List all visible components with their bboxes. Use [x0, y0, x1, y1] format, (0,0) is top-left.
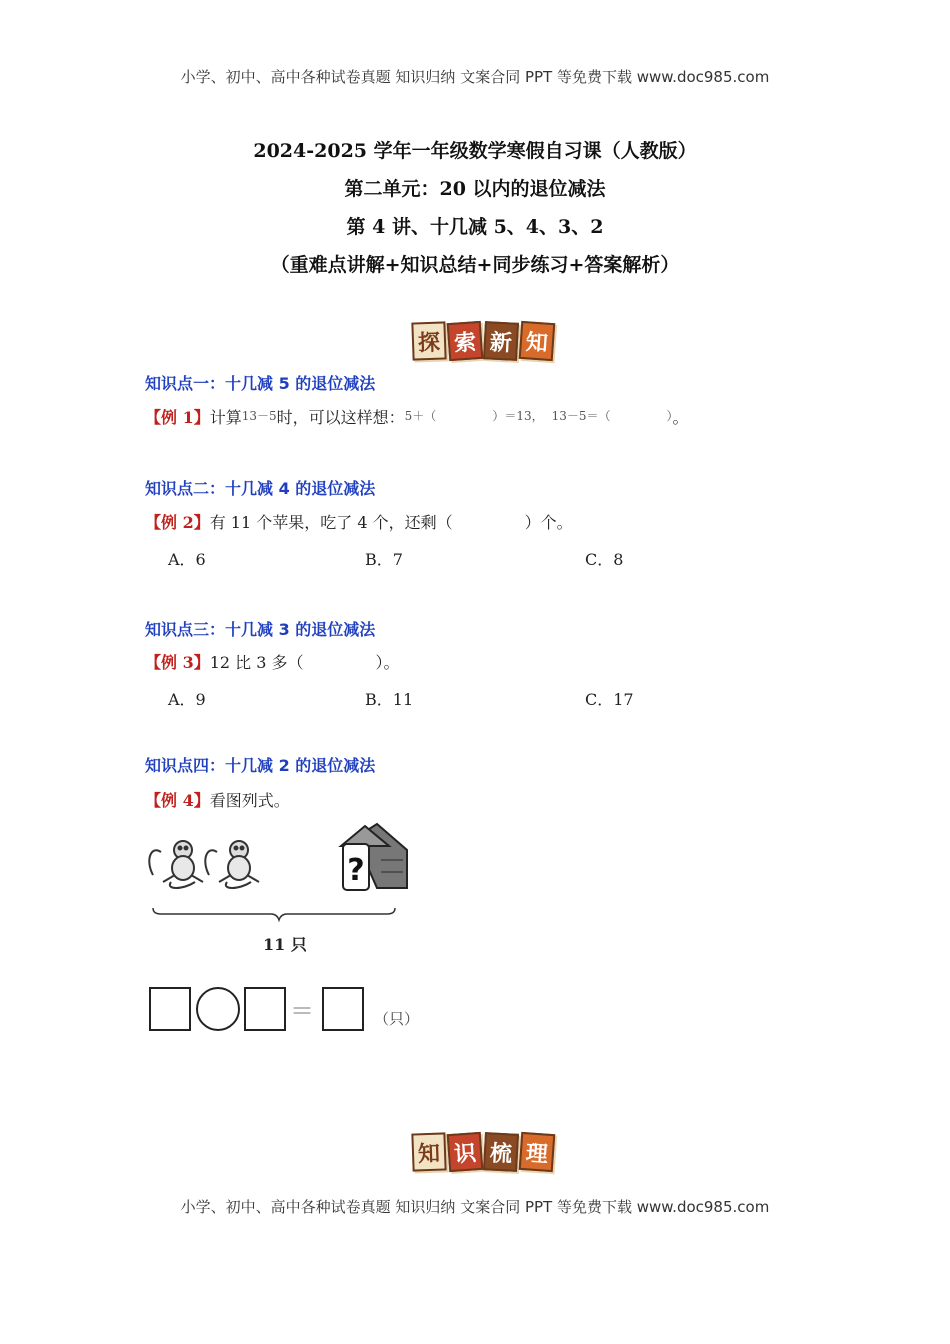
total-label: 11 只 [263, 935, 307, 954]
example-2 [145, 510, 573, 533]
ex1-text-b: 时，可以这样想： [276, 408, 405, 427]
ex2-text-a: 有 11 个苹果，吃了 4 个，还剩（ [209, 513, 453, 532]
example-4 [145, 788, 290, 811]
ex3-text-b: ）。 [375, 653, 400, 672]
option-b[interactable]: B．11 [365, 690, 414, 709]
kp3-heading: 知识点三：十几减 3 的退位减法 [145, 620, 376, 639]
example-3 [145, 650, 400, 673]
monkey-icon [205, 841, 259, 888]
ex1-end: 。 [672, 408, 689, 427]
ex1-paren-open: （ [424, 409, 437, 423]
option-a[interactable]: A．6 [168, 550, 206, 569]
equals-sign: ＝ [290, 997, 314, 1025]
banner-char: 知 [519, 321, 556, 361]
option-c[interactable]: C．8 [585, 550, 624, 569]
ex1-paren-open-2: （ [598, 409, 611, 423]
banner-char: 知 [411, 1132, 446, 1171]
kp1-heading: 知识点一：十几减 5 的退位减法 [145, 374, 376, 393]
banner-char: 梳 [483, 1132, 519, 1172]
ex1-expr4: 13－5＝ [551, 409, 599, 423]
option-c[interactable]: C．17 [585, 690, 634, 709]
example-1 [145, 405, 689, 428]
equation-box-1[interactable] [149, 987, 191, 1031]
title-line-1: 2024-2025 学年一年级数学寒假自习课（人教版） [253, 140, 697, 162]
total-brace [153, 908, 395, 920]
unit-label: （只） [374, 1010, 420, 1028]
banner-char: 索 [447, 321, 484, 361]
banner-char: 识 [447, 1132, 484, 1172]
monkeys-and-house-illustration [145, 820, 415, 925]
equation-box-2[interactable] [244, 987, 286, 1031]
banner-char: 新 [483, 321, 519, 361]
example-tag: 【例 1】 [145, 408, 210, 427]
example-tag: 【例 4】 [145, 791, 210, 810]
title-line-4: （重难点讲解+知识总结+同步练习+答案解析） [270, 254, 680, 276]
kp4-heading: 知识点四：十几减 2 的退位减法 [145, 756, 376, 775]
ex1-expr3: ＝13， [504, 409, 544, 423]
operator-circle[interactable] [196, 987, 240, 1031]
ex4-text: 看图列式。 [209, 791, 290, 810]
ex1-paren-close: ） [492, 409, 505, 423]
kp2-heading: 知识点二：十几减 4 的退位减法 [145, 479, 376, 498]
ex3-text-a: 12 比 3 多（ [209, 653, 304, 672]
ex2-text-b: ）个。 [524, 513, 573, 532]
banner-knowledge-summary [412, 1133, 554, 1171]
ex1-text-a: 计算 [209, 408, 242, 427]
option-a[interactable]: A．9 [168, 690, 206, 709]
ex1-expr2: 5＋ [404, 409, 425, 423]
option-b[interactable]: B．7 [365, 550, 403, 569]
page-footer: 小学、初中、高中各种试卷真题 知识归纳 文案合同 PPT 等免费下载 www.doc985.com [180, 1198, 770, 1216]
page-header: 小学、初中、高中各种试卷真题 知识归纳 文案合同 PPT 等免费下载 www.doc985.com [180, 68, 770, 86]
monkey-icon [149, 841, 203, 888]
banner-char: 探 [411, 321, 446, 360]
ex1-expr1: 13－5 [241, 409, 277, 423]
banner-explore-new-knowledge [412, 322, 554, 360]
example-tag: 【例 2】 [145, 513, 210, 532]
example-tag: 【例 3】 [145, 653, 210, 672]
question-mark-icon: ? [347, 853, 365, 888]
title-line-3: 第 4 讲、十几减 5、4、3、2 [346, 216, 604, 238]
title-line-2: 第二单元：20 以内的退位减法 [344, 178, 606, 200]
ex1-paren-close-2: ） [666, 409, 673, 423]
banner-char: 理 [519, 1132, 556, 1172]
equation-box-result[interactable] [322, 987, 364, 1031]
